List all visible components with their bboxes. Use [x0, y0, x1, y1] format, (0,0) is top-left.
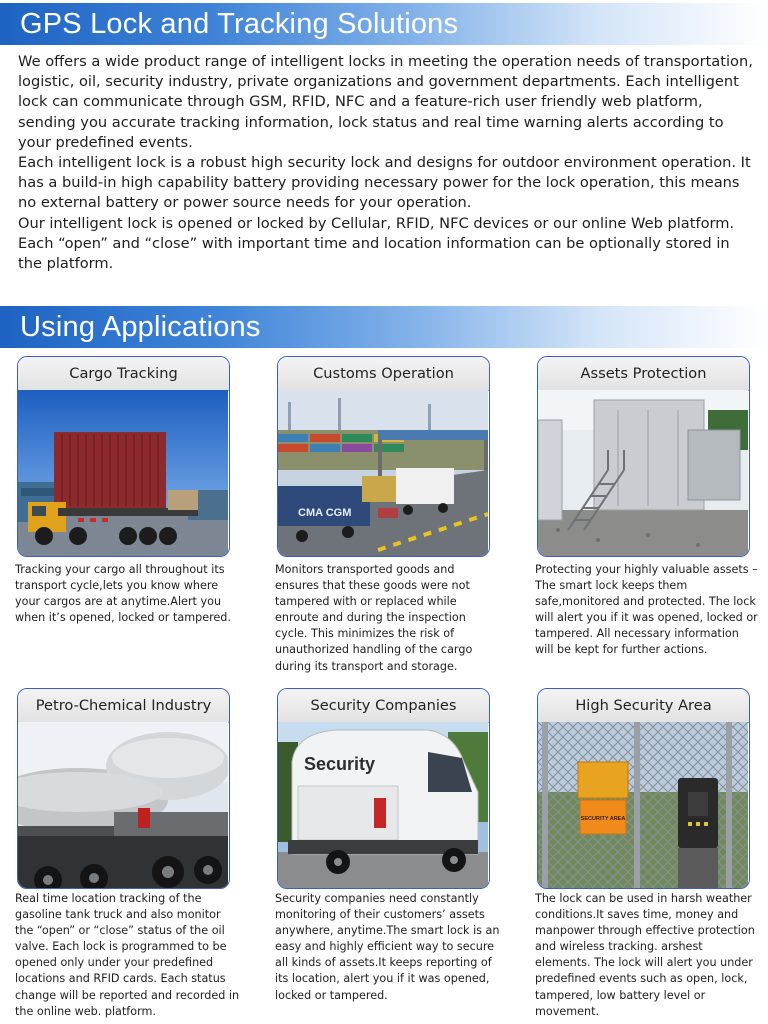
- intro-paragraph: Each intelligent lock is a robust high security lock and designs for outdoor environment operation. It has a build-in high capability battery providing necessary power for the lock operation, this means no external battery or power source needs for your operation.: [18, 154, 751, 212]
- application-card-cargo-tracking: [17, 356, 230, 557]
- application-card-customs-operation: [277, 356, 490, 557]
- utility-shelter-photo: [538, 390, 748, 556]
- page-title: GPS Lock and Tracking Solutions: [20, 8, 459, 40]
- cargo-truck-photo: [18, 390, 228, 556]
- intro-paragraph: We offers a wide product range of intelligent locks in meeting the operation needs of transportation, logistic, oil, security industry, private organizations and government departments. Each intelligent lock can communicate through GSM, RFID, NFC and a feature-rich user friendly web platform, sending you accurate tracking information, lock status and real time warning alerts according to your predefined events.: [18, 53, 753, 151]
- card-description: Protecting your highly valuable assets – The smart lock keeps them safe,monitored and protected. The lock will alert you if it was opened, locked or tampered. All necessary information will be kept for further actions.: [535, 563, 758, 657]
- intro-paragraph: Our intelligent lock is opened or locked by Cellular, RFID, NFC devices or our online Web platform. Each “open” and “close” with important time and location information can be optionally stored in the platform.: [18, 214, 735, 273]
- card-title: Assets Protection: [538, 357, 749, 391]
- section-banner: [0, 306, 768, 348]
- card-description: Security companies need constantly monitoring of their customers’ assets anywhere, anytime.The smart lock is an easy and highly efficient way to secure all kinds of assets.It keeps reporting of its location, alert you if it was opened, locked or tampered.: [275, 892, 500, 1002]
- card-description: Tracking your cargo all throughout its transport cycle,lets you know where your cargos are at anytime.Alert you when it’s opened, locked or tampered.: [15, 563, 231, 625]
- application-card-security-companies: [277, 688, 490, 889]
- intro-text: [18, 52, 754, 274]
- card-title: Petro-Chemical Industry: [18, 689, 229, 723]
- card-description: The lock can be used in harsh weather conditions.It saves time, money and manpower through effective protection and wireless tracking. arshest elements. The lock will alert you under predefined events such as open, lock, tampered, low battery level or movement.: [535, 892, 755, 1018]
- tanker-truck-photo: [18, 722, 228, 888]
- fence-sign-photo: [538, 722, 748, 888]
- card-title: Cargo Tracking: [18, 357, 229, 391]
- card-title: Security Companies: [278, 689, 489, 723]
- section-title: Using Applications: [20, 311, 261, 343]
- card-description: Monitors transported goods and ensures that these goods were not tampered with or replaced while enroute and during the inspection cycle. This minimizes the risk of unauthorized handling of the cargo during its transport and storage.: [275, 563, 473, 673]
- container-port-photo: [278, 390, 488, 556]
- card-description: Real time location tracking of the gasoline tank truck and also monitor the “open” or “close” status of the oil valve. Each lock is programmed to be opened only under your predefined locations and RFID cards. Each status change will be reported and recorded in the online web. platform.: [15, 892, 240, 1018]
- van-security-label: Security: [304, 754, 376, 774]
- header-banner: [0, 3, 768, 45]
- container-brand-label: CMA CGM: [298, 507, 352, 519]
- application-card-petro-chemical-industry: [17, 688, 230, 889]
- application-card-high-security-area: [537, 688, 750, 889]
- security-area-sign-label: SECURITY AREA: [580, 816, 626, 822]
- security-van-photo: [278, 722, 488, 888]
- card-title: High Security Area: [538, 689, 749, 723]
- application-card-assets-protection: [537, 356, 750, 557]
- card-title: Customs Operation: [278, 357, 489, 391]
